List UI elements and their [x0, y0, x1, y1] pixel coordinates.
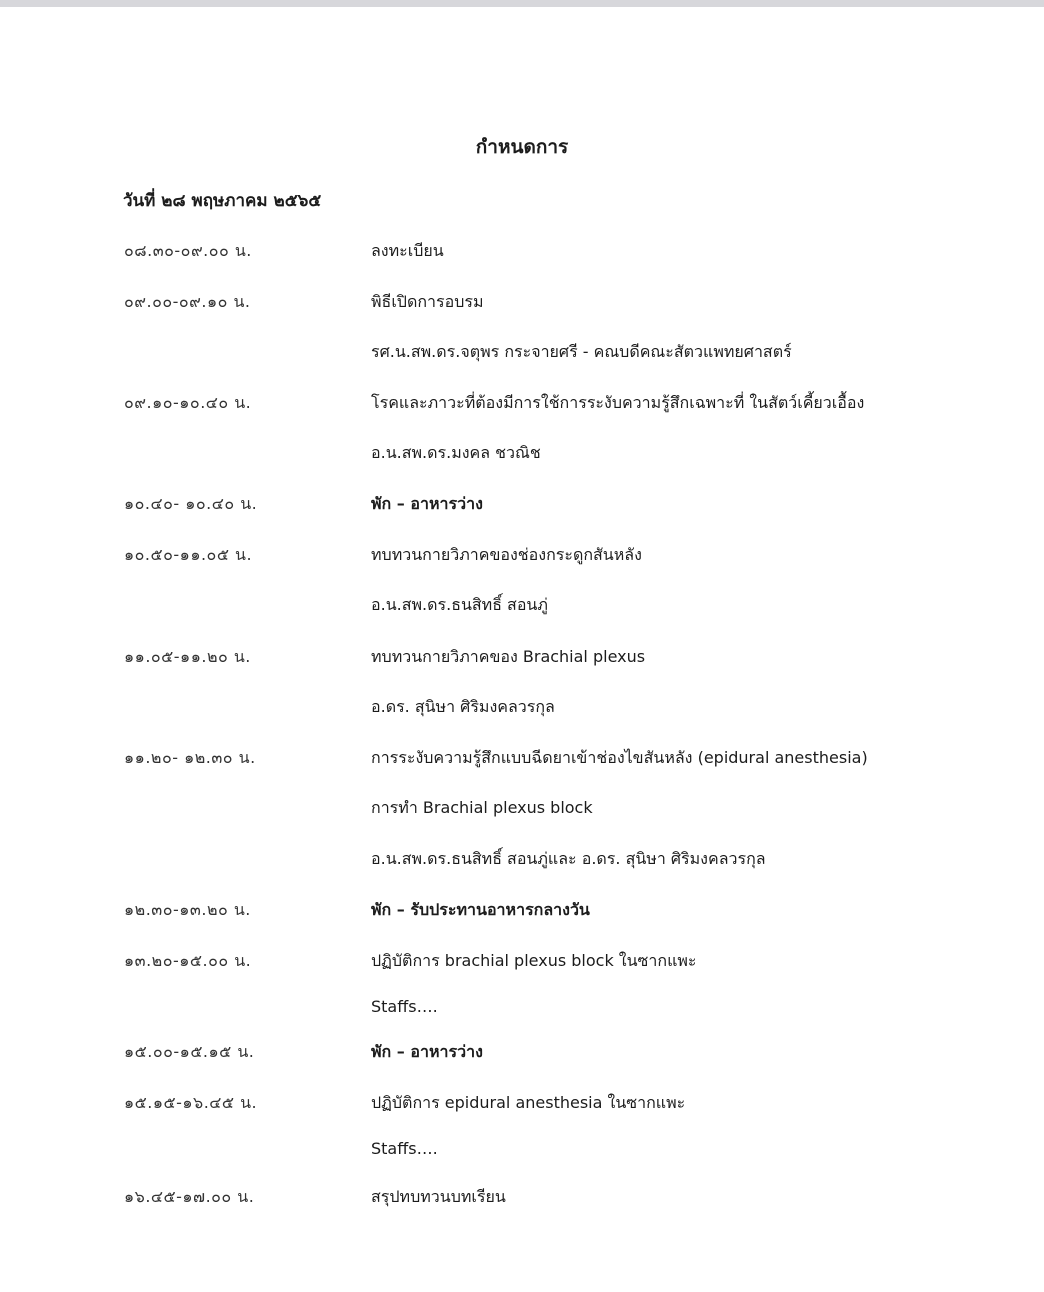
schedule-time: ๐๙.๑๐-๑๐.๔๐ น. [124, 393, 252, 412]
schedule-activity: พิธีเปิดการอบรม [371, 292, 484, 311]
schedule-break: พัก – อาหารว่าง [371, 1042, 483, 1061]
schedule-time: ๑๓.๒๐-๑๕.๐๐ น. [124, 951, 252, 970]
schedule-time: ๑๕.๑๕-๑๖.๔๕ น. [124, 1093, 258, 1112]
schedule-time: ๑๐.๕๐-๑๑.๐๕ น. [124, 545, 253, 564]
schedule-time: ๐๘.๓๐-๐๙.๐๐ น. [124, 241, 252, 260]
date-heading: วันที่ ๒๘ พฤษภาคม ๒๕๖๕ [123, 191, 322, 211]
document-title: กำหนดการ [475, 136, 569, 158]
schedule-activity: การระงับความรู้สึกแบบฉีดยาเข้าช่องไขสันหลัง (epidural anesthesia) [371, 748, 868, 767]
schedule-speaker: Staffs…. [371, 997, 438, 1016]
schedule-activity: ลงทะเบียน [371, 241, 444, 260]
schedule-activity: ปฏิบัติการ brachial plexus block ในซากแพะ [371, 951, 697, 970]
schedule-speaker: รศ.น.สพ.ดร.จตุพร กระจายศรี - คณบดีคณะสัตวแพทยศาสตร์ [371, 342, 792, 361]
page-top-border [0, 0, 1044, 7]
schedule-speaker: อ.น.สพ.ดร.มงคล ชวณิช [371, 443, 541, 462]
schedule-time: ๑๒.๓๐-๑๓.๒๐ น. [124, 900, 251, 919]
schedule-break: พัก – อาหารว่าง [371, 494, 483, 513]
schedule-activity: การทำ Brachial plexus block [371, 798, 593, 817]
schedule-activity: สรุปทบทวนบทเรียน [371, 1187, 506, 1206]
schedule-time: ๑๐.๔๐- ๑๐.๔๐ น. [124, 494, 258, 513]
schedule-time: ๑๕.๐๐-๑๕.๑๕ น. [124, 1042, 255, 1061]
schedule-activity: ทบทวนกายวิภาคของช่องกระดูกสันหลัง [371, 545, 642, 564]
schedule-activity: ทบทวนกายวิภาคของ Brachial plexus [371, 647, 646, 666]
schedule-time: ๐๙.๐๐-๐๙.๑๐ น. [124, 292, 251, 311]
schedule-speaker: อ.น.สพ.ดร.ธนสิทธิ์ สอนภู่และ อ.ดร. สุนิษา ศิริมงคลวรกุล [371, 849, 766, 868]
schedule-time: ๑๑.๒๐- ๑๒.๓๐ น. [124, 748, 256, 767]
schedule-activity: ปฏิบัติการ epidural anesthesia ในซากแพะ [371, 1093, 686, 1112]
schedule-activity: โรคและภาวะที่ต้องมีการใช้การระงับความรู้สึกเฉพาะที่ ในสัตว์เคี้ยวเอื้อง [371, 393, 865, 412]
schedule-speaker: อ.ดร. สุนิษา ศิริมงคลวรกุล [371, 697, 555, 716]
schedule-speaker: Staffs…. [371, 1139, 438, 1158]
schedule-speaker: อ.น.สพ.ดร.ธนสิทธิ์ สอนภู่ [371, 595, 548, 614]
schedule-time: ๑๑.๐๕-๑๑.๒๐ น. [124, 647, 251, 666]
schedule-break: พัก – รับประทานอาหารกลางวัน [371, 900, 590, 919]
schedule-time: ๑๖.๔๕-๑๗.๐๐ น. [124, 1187, 255, 1206]
